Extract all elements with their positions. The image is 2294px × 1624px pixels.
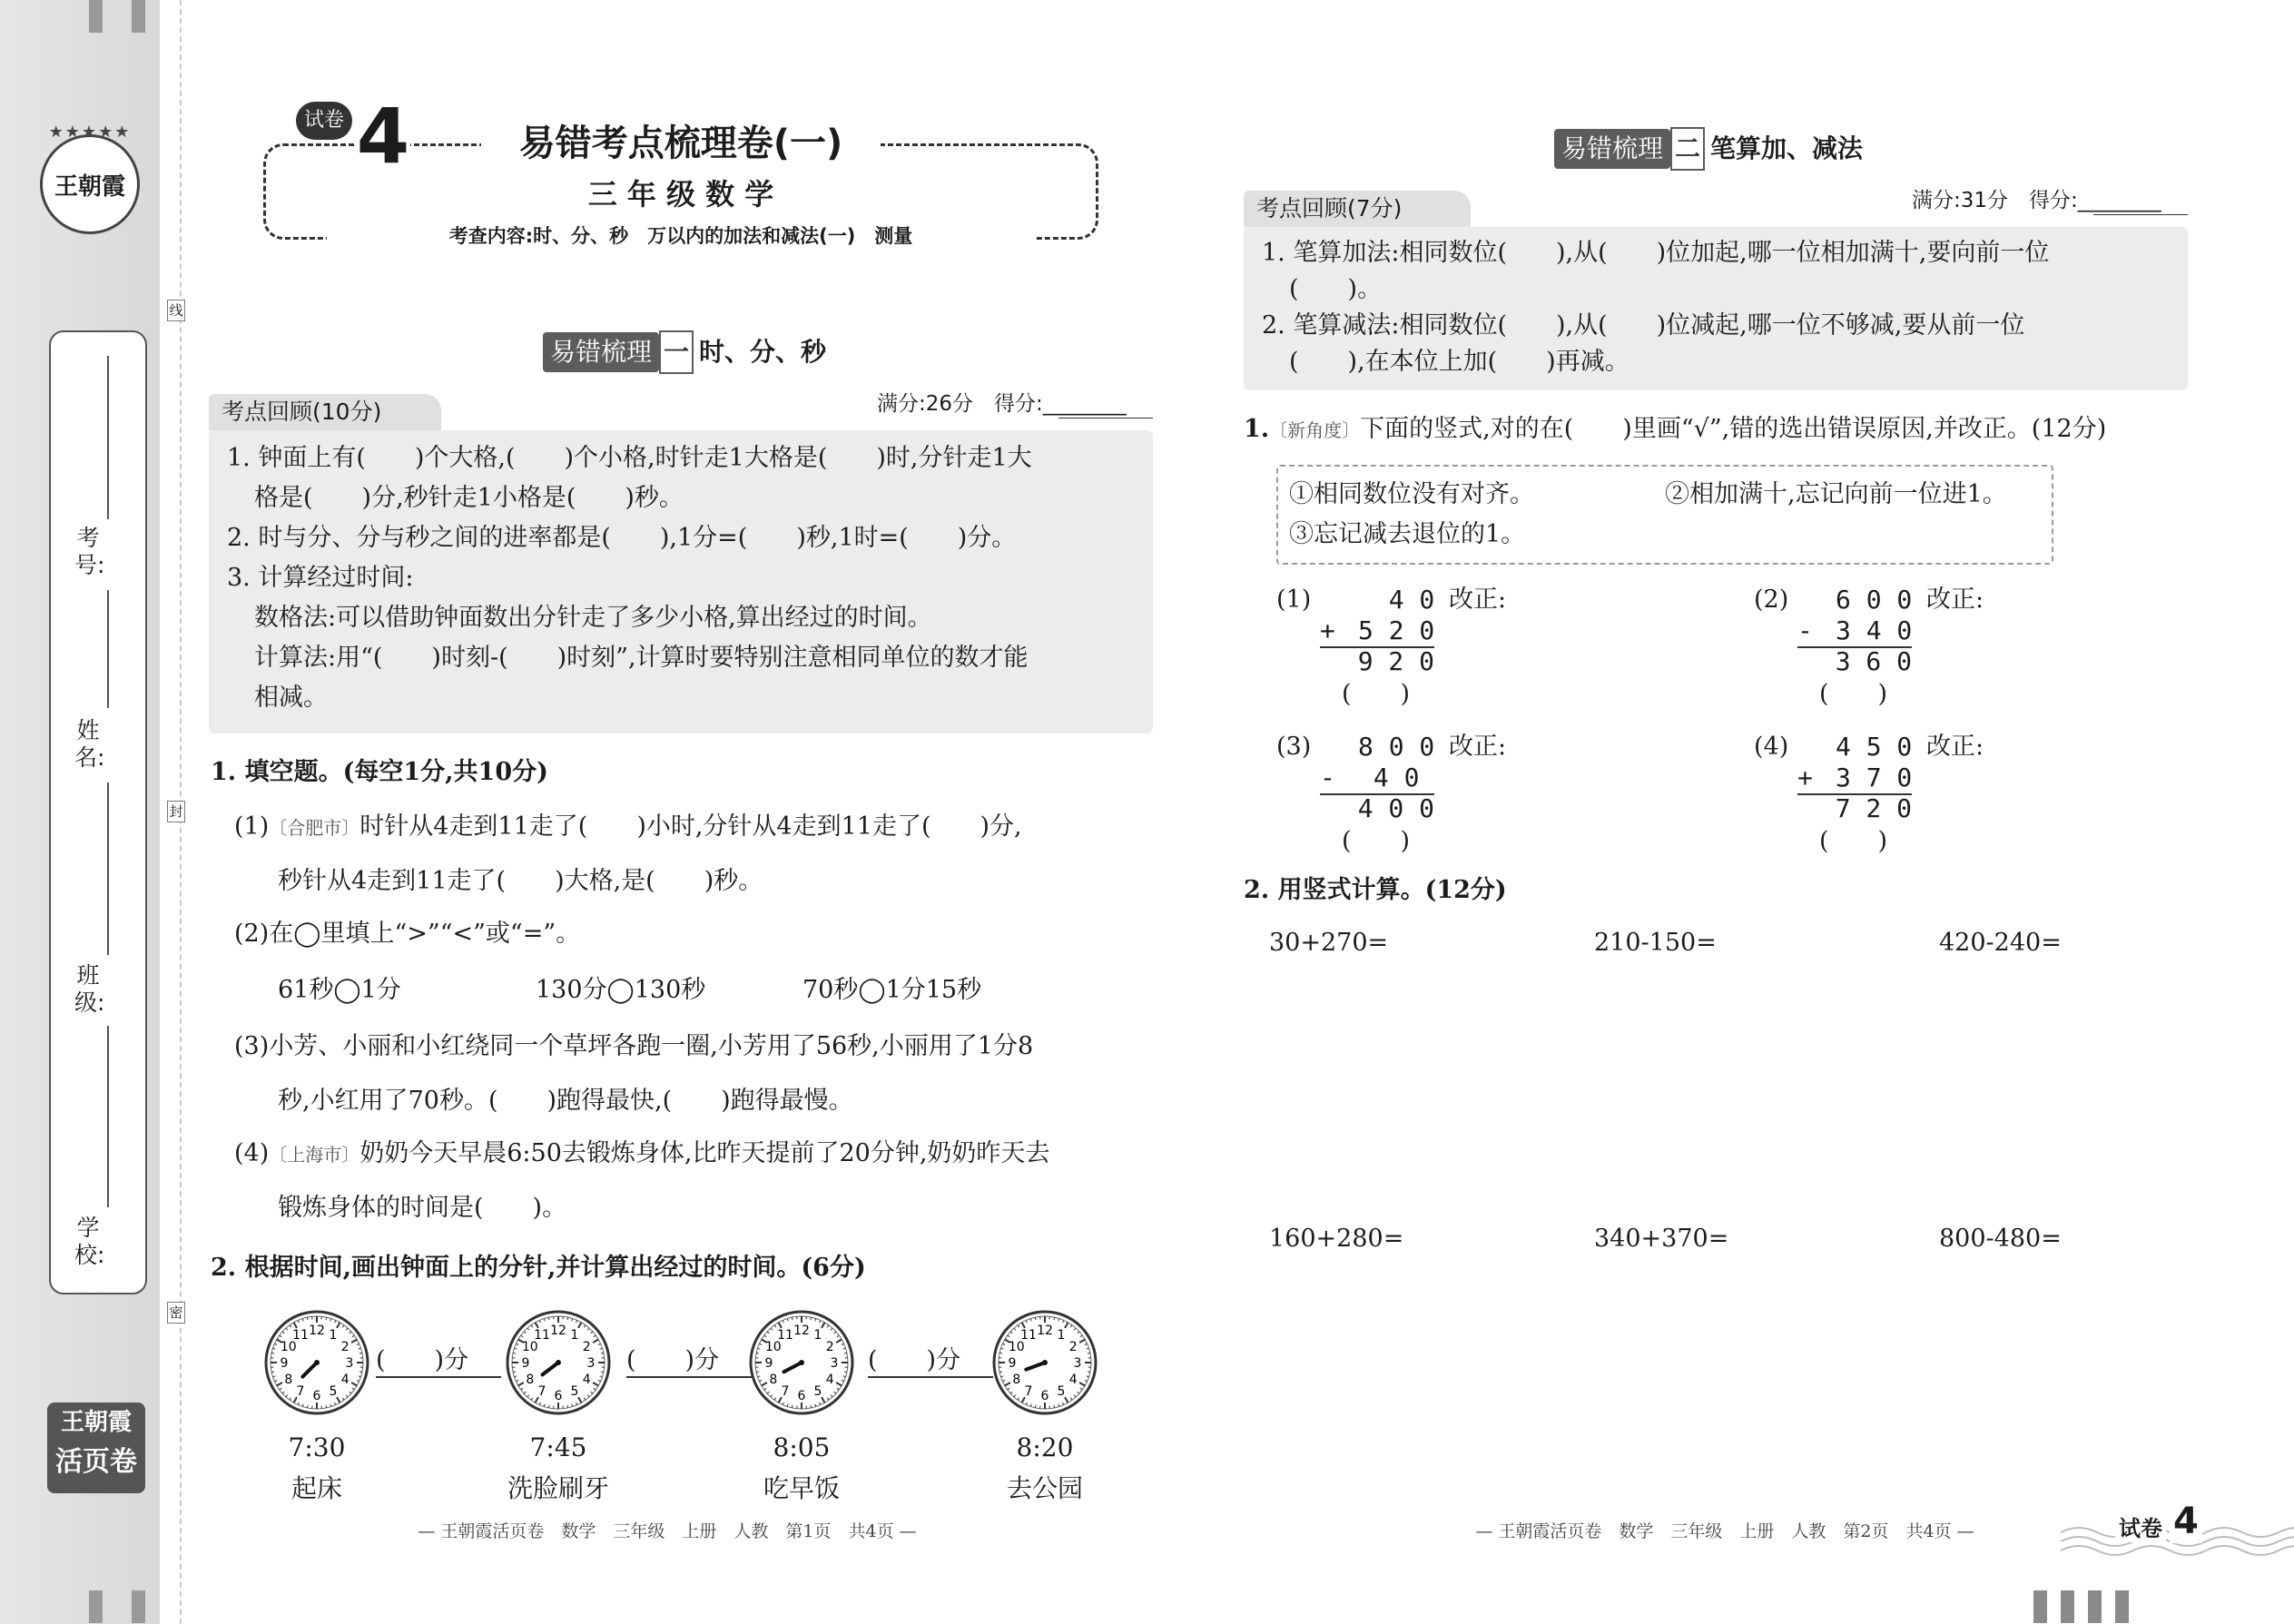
reason-2: ②相加满十,忘记向前一位进1。 bbox=[1665, 480, 2007, 508]
svg-text:2: 2 bbox=[1068, 1340, 1078, 1354]
section1-title: 时、分、秒 bbox=[699, 337, 827, 367]
fix-label: 改正: bbox=[1449, 586, 1507, 614]
exam-no-label: 考号: bbox=[74, 525, 105, 578]
compare-item[interactable]: 130分◯130秒 bbox=[536, 976, 706, 1004]
cut-mark bbox=[89, 1590, 103, 1623]
review1-line: 格是( )分,秒针走1小格是( )秒。 bbox=[254, 484, 684, 512]
review1-line: 2. 时与分、分与秒之间的进率都是( ),1分=( )秒,1时=( )分。 bbox=[227, 524, 1017, 552]
exam-content: 考查内容:时、分、秒 万以内的加法和减法(一) 测量 bbox=[327, 220, 1035, 252]
problem-index: (2) bbox=[1754, 586, 1789, 614]
section1-label: 易错梳理 bbox=[543, 332, 659, 372]
section2-heading bbox=[1554, 127, 1863, 171]
svg-text:9: 9 bbox=[764, 1356, 773, 1371]
q1-title: 1. 填空题。(每空1分,共10分) bbox=[211, 758, 548, 786]
svg-text:2: 2 bbox=[825, 1340, 834, 1354]
problem-operator: - bbox=[1797, 615, 1813, 645]
review2-line: ( ),在本位上加( )再减。 bbox=[1289, 348, 1629, 376]
clock-time: 8:20 bbox=[1016, 1432, 1074, 1462]
paper-number: 4 bbox=[356, 92, 410, 181]
clock-activity: 洗脸刷牙 bbox=[507, 1473, 609, 1503]
q1-4-num: (4) bbox=[234, 1139, 270, 1167]
problem-operator: + bbox=[1797, 763, 1813, 792]
problem-operator: - bbox=[1320, 763, 1335, 792]
problem-index: (3) bbox=[1276, 733, 1312, 761]
cut-mark bbox=[132, 0, 145, 33]
clock-activity: 去公园 bbox=[1006, 1473, 1083, 1503]
region-tag: 〔上海市〕 bbox=[269, 1144, 360, 1166]
arrow-line bbox=[376, 1376, 501, 1378]
cut-mark bbox=[2061, 1590, 2074, 1623]
problem-result: 3 6 0 bbox=[1805, 646, 1913, 676]
paper-title: 易错考点梳理卷(一) bbox=[481, 116, 881, 171]
r-q1-num: 1. bbox=[1244, 415, 1270, 443]
svg-text:5: 5 bbox=[1057, 1384, 1066, 1400]
compare-item[interactable]: 61秒◯1分 bbox=[278, 976, 401, 1004]
cut-mark bbox=[2088, 1590, 2102, 1623]
svg-text:1: 1 bbox=[813, 1327, 822, 1343]
seal-mark-secret: 密 bbox=[167, 1302, 185, 1324]
section2-label: 易错梳理 bbox=[1554, 129, 1670, 169]
brand-badge bbox=[47, 1403, 145, 1493]
q1-1-num: (1) bbox=[234, 812, 270, 841]
arrow-line bbox=[868, 1376, 993, 1378]
svg-text:4: 4 bbox=[1068, 1373, 1078, 1387]
arrow-label[interactable]: ( )分 bbox=[868, 1346, 961, 1374]
svg-text:10: 10 bbox=[1008, 1340, 1025, 1354]
clock-face[interactable] bbox=[505, 1309, 612, 1416]
problem-top: 8 0 0 bbox=[1358, 732, 1435, 762]
fix-label: 改正: bbox=[1926, 733, 1984, 761]
svg-text:1: 1 bbox=[570, 1327, 579, 1343]
brand-line1: 王朝霞 bbox=[60, 1409, 132, 1436]
svg-text:5: 5 bbox=[329, 1384, 338, 1400]
svg-text:11: 11 bbox=[534, 1327, 550, 1343]
page-footer-1: — 王朝霞活页卷 数学 三年级 上册 人教 第1页 共4页 — bbox=[418, 1521, 917, 1541]
svg-text:5: 5 bbox=[570, 1384, 579, 1400]
svg-text:11: 11 bbox=[292, 1327, 309, 1343]
q1-2-line: (2)在◯里填上“>”“<”或“=”。 bbox=[234, 920, 581, 948]
svg-text:7: 7 bbox=[296, 1384, 305, 1400]
svg-text:7: 7 bbox=[781, 1384, 790, 1400]
page-footer-2: — 王朝霞活页卷 数学 三年级 上册 人教 第2页 共4页 — bbox=[1475, 1521, 1974, 1541]
svg-text:3: 3 bbox=[345, 1356, 354, 1371]
clock-time: 7:30 bbox=[288, 1432, 346, 1462]
name-label: 姓名: bbox=[74, 717, 105, 771]
svg-text:9: 9 bbox=[1008, 1356, 1017, 1371]
reason-3: ③忘记减去退位的1。 bbox=[1289, 520, 1526, 548]
q1-1-text: 时针从4走到11走了( )小时,分针从4走到11走了( )分, bbox=[359, 812, 1022, 841]
problem-index: (4) bbox=[1754, 733, 1789, 761]
svg-text:1: 1 bbox=[1057, 1327, 1066, 1343]
problem-second: 3 4 0 bbox=[1836, 615, 1913, 645]
review2-line: 1. 笔算加法:相同数位( ),从( )位加起,哪一位相加满十,要向前一位 bbox=[1262, 239, 2050, 267]
clock-time: 8:05 bbox=[773, 1432, 831, 1462]
calc-item[interactable]: 420-240= bbox=[1939, 929, 2062, 957]
svg-text:10: 10 bbox=[280, 1340, 297, 1354]
arrow-line bbox=[626, 1376, 752, 1378]
region-tag: 〔合肥市〕 bbox=[269, 817, 360, 839]
svg-text:8: 8 bbox=[526, 1373, 535, 1387]
svg-text:5: 5 bbox=[813, 1384, 822, 1400]
problem-result: 7 2 0 bbox=[1805, 793, 1913, 823]
clock-face[interactable] bbox=[748, 1309, 855, 1416]
calc-item[interactable]: 30+270= bbox=[1269, 929, 1389, 957]
svg-text:7: 7 bbox=[1024, 1384, 1033, 1400]
answer-paren[interactable]: ( ) bbox=[1819, 680, 1888, 708]
corner-label: 试卷 bbox=[2115, 1511, 2166, 1542]
problem-second: 3 7 0 bbox=[1836, 763, 1913, 792]
new-angle-tag: 〔新角度〕 bbox=[1269, 419, 1361, 441]
clock-activity: 吃早饭 bbox=[763, 1473, 840, 1503]
review1-line: 1. 钟面上有( )个大格,( )个小格,时针走1大格是( )时,分针走1大 bbox=[227, 444, 1032, 472]
q1-4-line bbox=[234, 1138, 1049, 1170]
svg-text:12: 12 bbox=[793, 1324, 810, 1338]
cut-mark bbox=[132, 1590, 145, 1623]
calc-item[interactable]: 340+370= bbox=[1594, 1225, 1729, 1253]
answer-paren[interactable]: ( ) bbox=[1819, 827, 1888, 855]
q2-title: 2. 根据时间,画出钟面上的分针,并计算出经过的时间。(6分) bbox=[211, 1254, 866, 1282]
svg-text:3: 3 bbox=[586, 1356, 596, 1371]
q1-1-line bbox=[234, 812, 1022, 843]
reason-1: ①相同数位没有对齐。 bbox=[1289, 480, 1534, 508]
svg-text:9: 9 bbox=[280, 1356, 289, 1371]
class-line[interactable] bbox=[107, 782, 109, 955]
svg-text:12: 12 bbox=[550, 1324, 566, 1338]
score-blank-2[interactable] bbox=[2093, 214, 2188, 215]
cut-mark bbox=[2033, 1590, 2047, 1623]
calc-item[interactable]: 160+280= bbox=[1269, 1225, 1404, 1253]
svg-text:10: 10 bbox=[764, 1340, 782, 1354]
compare-item[interactable]: 70秒◯1分15秒 bbox=[802, 976, 982, 1004]
arrow-label[interactable]: ( )分 bbox=[376, 1346, 469, 1374]
q1-1-line2: 秒针从4走到11走了( )大格,是( )秒。 bbox=[278, 867, 763, 895]
svg-text:2: 2 bbox=[582, 1340, 591, 1354]
corner-number: 4 bbox=[2170, 1500, 2202, 1543]
review2-line: ( )。 bbox=[1289, 275, 1383, 303]
score-line-2: 满分:31分 得分:________ bbox=[1912, 189, 2161, 212]
section1-num: 一 bbox=[659, 330, 694, 374]
brand-line2: 活页卷 bbox=[55, 1446, 137, 1478]
svg-text:1: 1 bbox=[329, 1327, 338, 1343]
review1-line: 相减。 bbox=[254, 684, 328, 712]
school-line[interactable] bbox=[107, 1026, 109, 1207]
svg-text:12: 12 bbox=[1037, 1324, 1053, 1338]
problem-index: (1) bbox=[1276, 586, 1312, 614]
q1-3-line: (3)小芳、小丽和小红绕同一个草坪各跑一圈,小芳用了56秒,小丽用了1分8 bbox=[234, 1032, 1034, 1060]
svg-text:7: 7 bbox=[537, 1384, 546, 1400]
review2-line: 2. 笔算减法:相同数位( ),从( )位减起,哪一位不够减,要从前一位 bbox=[1262, 311, 2025, 340]
logo-seal bbox=[40, 123, 140, 234]
problem-second: 4 0 bbox=[1358, 763, 1420, 792]
svg-text:4: 4 bbox=[340, 1373, 350, 1387]
clock-activity: 起床 bbox=[290, 1473, 342, 1503]
cut-mark bbox=[2115, 1590, 2129, 1623]
svg-text:11: 11 bbox=[1020, 1327, 1037, 1343]
review1-line: 数格法:可以借助钟面数出分针走了多少小格,算出经过的时间。 bbox=[254, 604, 932, 632]
r-q1-line bbox=[1244, 414, 2106, 446]
svg-text:6: 6 bbox=[1040, 1389, 1049, 1403]
svg-text:11: 11 bbox=[777, 1327, 793, 1343]
problem-top: 4 0 bbox=[1358, 585, 1435, 615]
svg-text:12: 12 bbox=[309, 1324, 325, 1338]
seal-mark-seal: 封 bbox=[167, 801, 185, 822]
problem-result: 9 2 0 bbox=[1327, 646, 1435, 676]
problem-top: 4 5 0 bbox=[1836, 732, 1913, 762]
problem-result: 4 0 0 bbox=[1327, 793, 1435, 823]
svg-text:3: 3 bbox=[830, 1356, 839, 1371]
calc-item[interactable]: 800-480= bbox=[1939, 1225, 2062, 1253]
clock-time: 7:45 bbox=[529, 1432, 587, 1462]
problem-second: 5 2 0 bbox=[1358, 615, 1435, 645]
svg-text:6: 6 bbox=[312, 1389, 321, 1403]
r-q2-title: 2. 用竖式计算。(12分) bbox=[1244, 876, 1507, 904]
svg-text:8: 8 bbox=[1012, 1373, 1021, 1387]
svg-text:9: 9 bbox=[521, 1356, 530, 1371]
fix-label: 改正: bbox=[1926, 586, 1984, 614]
svg-text:6: 6 bbox=[797, 1389, 806, 1403]
problem-top: 6 0 0 bbox=[1836, 585, 1913, 615]
svg-text:8: 8 bbox=[284, 1373, 293, 1387]
exam-no-line[interactable] bbox=[107, 356, 109, 519]
svg-text:4: 4 bbox=[825, 1373, 834, 1387]
paper-badge: 试卷 bbox=[296, 102, 352, 140]
q1-3-line2: 秒,小红用了70秒。( )跑得最快,( )跑得最慢。 bbox=[278, 1087, 853, 1115]
logo-text: 王朝霞 bbox=[54, 173, 125, 201]
review-tab-2: 考点回顾(7分) bbox=[1244, 191, 1471, 227]
school-label: 学校: bbox=[74, 1215, 105, 1268]
svg-text:10: 10 bbox=[521, 1340, 538, 1354]
section2-title: 笔算加、减法 bbox=[1710, 133, 1864, 163]
fix-label: 改正: bbox=[1449, 733, 1507, 761]
svg-text:2: 2 bbox=[340, 1340, 350, 1354]
class-label: 班级: bbox=[74, 962, 105, 1016]
q1-4-text: 奶奶今天早晨6:50去锻炼身体,比昨天提前了20分钟,奶奶昨天去 bbox=[359, 1139, 1050, 1167]
calc-item[interactable]: 210-150= bbox=[1594, 929, 1717, 957]
clock-face[interactable] bbox=[263, 1309, 370, 1416]
r-q1-text: 下面的竖式,对的在( )里画“√”,错的选出错误原因,并改正。(12分) bbox=[1360, 415, 2107, 443]
svg-text:8: 8 bbox=[769, 1373, 778, 1387]
paper-subtitle: 三 年 级 数 学 bbox=[587, 177, 774, 212]
answer-paren[interactable]: ( ) bbox=[1342, 827, 1411, 855]
score-line-1: 满分:26分 得分:________ bbox=[877, 392, 1127, 416]
answer-paren[interactable]: ( ) bbox=[1342, 680, 1411, 708]
svg-text:6: 6 bbox=[554, 1389, 563, 1403]
cut-mark bbox=[89, 0, 103, 33]
section1-heading bbox=[543, 330, 826, 374]
review-tab-1: 考点回顾(10分) bbox=[209, 394, 441, 430]
seal-mark-line: 线 bbox=[167, 300, 185, 321]
section2-num: 二 bbox=[1670, 127, 1705, 171]
stars-icon: ★★★★★ bbox=[48, 123, 132, 142]
svg-text:4: 4 bbox=[582, 1373, 591, 1387]
review1-line: 计算法:用“( )时刻-( )时刻”,计算时要特别注意相同单位的数才能 bbox=[254, 644, 1029, 672]
review1-line: 3. 计算经过时间: bbox=[227, 564, 414, 592]
svg-text:3: 3 bbox=[1073, 1356, 1082, 1371]
q1-4-line2: 锻炼身体的时间是( )。 bbox=[278, 1194, 567, 1222]
problem-operator: + bbox=[1320, 615, 1335, 645]
name-line[interactable] bbox=[107, 590, 109, 708]
clock-face[interactable] bbox=[991, 1309, 1098, 1416]
arrow-label[interactable]: ( )分 bbox=[626, 1346, 720, 1374]
student-info-box bbox=[49, 330, 147, 1294]
